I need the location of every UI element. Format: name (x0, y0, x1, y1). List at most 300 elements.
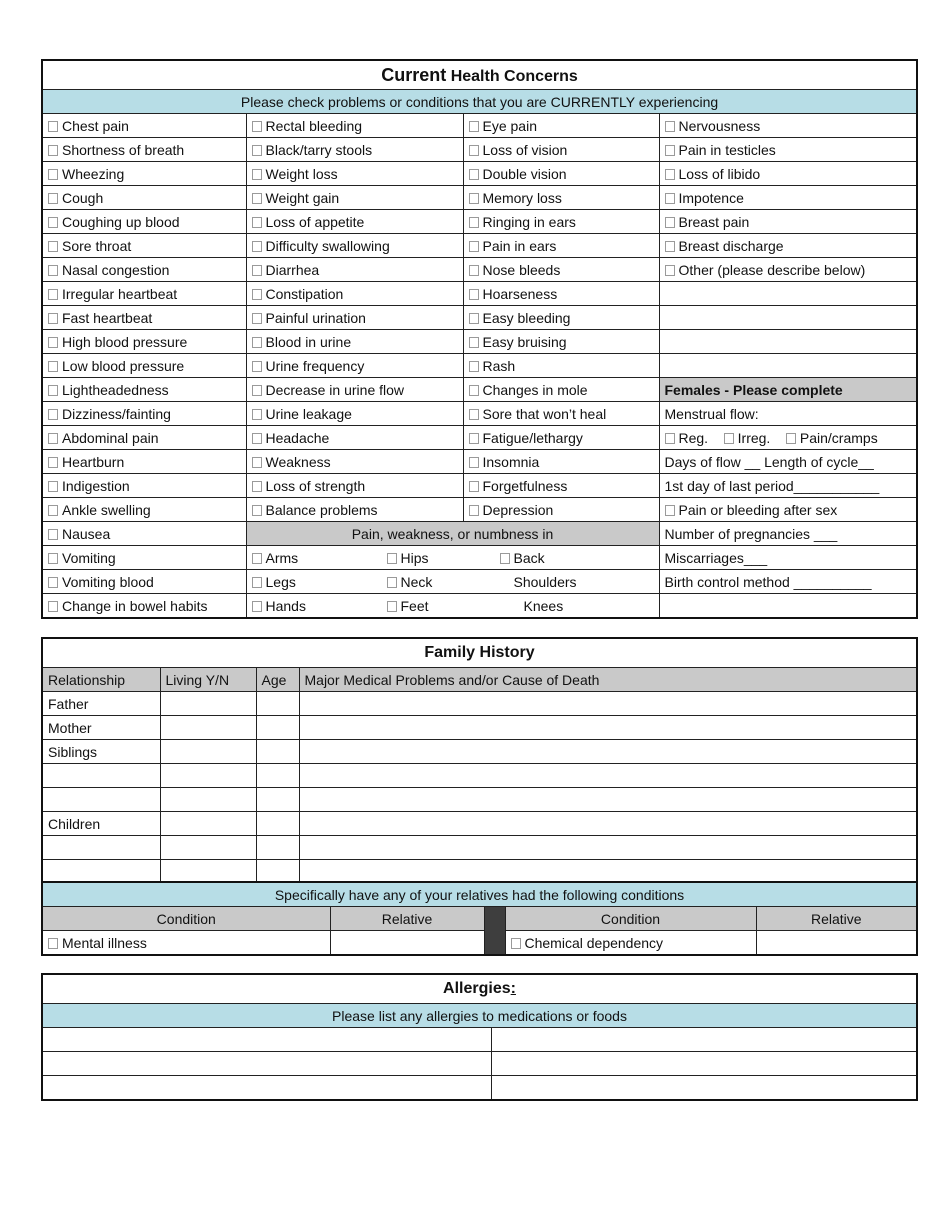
number-of-pregnancies[interactable]: Number of pregnancies ___ (659, 522, 917, 546)
symptom-item[interactable] (42, 354, 246, 378)
symptom-item[interactable] (246, 402, 463, 426)
checkbox-label: Changes in mole (482, 381, 588, 398)
symptom-item[interactable] (463, 306, 659, 330)
checkbox-icon[interactable] (665, 217, 675, 228)
family-header-age: Age (256, 668, 299, 692)
family-row (42, 716, 917, 740)
checkbox-label: Rash (482, 357, 516, 374)
family-problems-input[interactable] (299, 812, 917, 836)
days-of-flow[interactable]: Days of flow __ Length of cycle__ (659, 450, 917, 474)
checkbox-label: Fast heartbeat (62, 309, 153, 326)
symptom-item[interactable] (246, 378, 463, 402)
blank-cell[interactable] (659, 306, 917, 330)
checkbox-icon[interactable] (48, 553, 58, 564)
family-row (42, 740, 917, 764)
allergies-subtitle: Please list any allergies to medications or foods (42, 1004, 917, 1028)
symptom-item[interactable] (42, 186, 246, 210)
checkbox-label: Nasal congestion (62, 261, 170, 278)
checkbox-icon[interactable] (48, 193, 58, 204)
family-age-input[interactable] (256, 836, 299, 860)
symptom-item[interactable] (246, 450, 463, 474)
checkbox-icon[interactable] (786, 433, 796, 444)
symptom-row (42, 162, 917, 186)
checkbox-icon[interactable] (252, 361, 262, 372)
symptom-item[interactable] (246, 426, 463, 450)
symptom-item[interactable] (42, 450, 246, 474)
checkbox-label: Loss of appetite (265, 213, 365, 230)
checkbox-icon[interactable] (469, 433, 479, 444)
symptom-item[interactable] (42, 498, 246, 522)
family-problems-input[interactable] (299, 716, 917, 740)
allergy-entry[interactable] (42, 1052, 491, 1076)
pain-location-item[interactable]: Arms (252, 550, 387, 566)
checkbox-icon[interactable] (469, 145, 479, 156)
cond-chemical-dependency[interactable]: Chemical dependency (505, 931, 756, 956)
checkbox-icon[interactable] (252, 217, 262, 228)
symptom-row (42, 426, 917, 450)
symptom-row (42, 306, 917, 330)
checkbox-icon[interactable] (252, 601, 262, 612)
symptom-item[interactable] (246, 330, 463, 354)
symptom-row (42, 522, 917, 546)
checkbox-label: Vomiting (62, 549, 116, 566)
symptom-item[interactable] (246, 162, 463, 186)
checkbox-label: Indigestion (62, 477, 130, 494)
family-living-input[interactable] (160, 788, 256, 812)
first-day-last-period[interactable]: 1st day of last period___________ (659, 474, 917, 498)
menstrual-flow-label[interactable]: Menstrual flow: (659, 402, 917, 426)
family-problems-input[interactable] (299, 788, 917, 812)
checkbox-label: Nausea (62, 525, 111, 542)
family-age-input[interactable] (256, 740, 299, 764)
checkbox-label: Ringing in ears (482, 213, 576, 230)
checkbox-icon[interactable] (665, 505, 675, 516)
females-header: Females - Please complete (659, 378, 917, 402)
allergies-title: Allergies: (42, 974, 917, 1004)
symptom-item[interactable] (463, 426, 659, 450)
checkbox-label: Change in bowel habits (62, 597, 208, 614)
family-header-living: Living Y/N (160, 668, 256, 692)
blank-cell[interactable] (659, 282, 917, 306)
checkbox-icon[interactable] (48, 313, 58, 324)
checkbox-label: Memory loss (482, 189, 562, 206)
checkbox-icon[interactable] (469, 121, 479, 132)
checkbox-icon[interactable] (252, 289, 262, 300)
cond-mental-illness-relative[interactable] (330, 931, 484, 956)
checkbox-icon[interactable] (500, 553, 510, 564)
checkbox-label: Forgetfulness (482, 477, 568, 494)
symptom-item[interactable] (463, 282, 659, 306)
symptom-item[interactable] (246, 306, 463, 330)
checkbox-icon[interactable] (469, 337, 479, 348)
family-header-problems: Major Medical Problems and/or Cause of Death (299, 668, 917, 692)
family-age-input[interactable] (256, 788, 299, 812)
checkbox-label: Chest pain (62, 117, 129, 134)
family-living-input[interactable] (160, 812, 256, 836)
checkbox-icon[interactable] (48, 289, 58, 300)
symptom-row (42, 114, 917, 138)
checkbox-icon[interactable] (48, 241, 58, 252)
symptom-item[interactable] (42, 234, 246, 258)
checkbox-label: Double vision (482, 165, 567, 182)
family-living-input[interactable] (160, 716, 256, 740)
miscarriages[interactable]: Miscarriages___ (659, 546, 917, 570)
allergy-entry[interactable] (42, 1028, 491, 1052)
symptom-item[interactable] (463, 474, 659, 498)
symptom-item[interactable] (246, 210, 463, 234)
current-health-title: Current Health Concerns (42, 60, 917, 90)
checkbox-label: Vomiting blood (62, 573, 154, 590)
checkbox-icon[interactable] (48, 361, 58, 372)
checkbox-icon[interactable] (469, 313, 479, 324)
symptom-item[interactable] (42, 330, 246, 354)
symptom-item[interactable] (246, 258, 463, 282)
family-row (42, 788, 917, 812)
family-relationship (42, 788, 160, 812)
checkbox-label: Pain in testicles (678, 141, 776, 158)
checkbox-label: Blood in urine (265, 333, 352, 350)
cond-header-condition-right: Condition (505, 907, 756, 931)
family-problems-input[interactable] (299, 836, 917, 860)
symptom-item[interactable] (246, 498, 463, 522)
checkbox-icon[interactable] (252, 145, 262, 156)
checkbox-icon[interactable] (724, 433, 734, 444)
pain-location-row (246, 546, 659, 570)
checkbox-icon[interactable] (48, 217, 58, 228)
checkbox-icon[interactable] (469, 361, 479, 372)
checkbox-label: Pain in ears (482, 237, 557, 254)
pain-location-item[interactable]: Feet (387, 598, 500, 614)
pain-location-item[interactable]: Neck (387, 574, 500, 590)
checkbox-label: Shortness of breath (62, 141, 185, 158)
allergy-entry[interactable] (491, 1028, 917, 1052)
family-age-input[interactable] (256, 716, 299, 740)
female-blank[interactable] (659, 594, 917, 619)
checkbox-icon[interactable] (48, 601, 58, 612)
checkbox-icon[interactable] (252, 433, 262, 444)
checkbox-icon[interactable] (665, 433, 675, 444)
checkbox-icon[interactable] (252, 553, 262, 564)
checkbox-icon[interactable] (48, 265, 58, 276)
family-row (42, 764, 917, 788)
checkbox-icon[interactable] (665, 145, 675, 156)
symptom-row (42, 234, 917, 258)
checkbox-icon[interactable] (48, 337, 58, 348)
family-relationship (42, 836, 160, 860)
symptom-item[interactable] (659, 138, 917, 162)
symptom-row (42, 378, 917, 402)
current-health-table (41, 59, 918, 619)
checkbox-icon[interactable] (48, 409, 58, 420)
checkbox-icon[interactable] (48, 505, 58, 516)
cond-header-condition-left: Condition (42, 907, 330, 931)
symptom-item[interactable] (42, 138, 246, 162)
checkbox-label: Urine frequency (265, 357, 365, 374)
conditions-divider (484, 907, 505, 956)
symptom-item[interactable] (659, 162, 917, 186)
symptom-item[interactable] (42, 114, 246, 138)
allergy-entry[interactable] (491, 1076, 917, 1101)
checkbox-label: Difficulty swallowing (265, 237, 390, 254)
checkbox-icon[interactable] (469, 505, 479, 516)
checkbox-label: Nose bleeds (482, 261, 561, 278)
checkbox-label: Low blood pressure (62, 357, 185, 374)
family-age-input[interactable] (256, 812, 299, 836)
family-history-title: Family History (42, 638, 917, 668)
cond-header-relative-left: Relative (330, 907, 484, 931)
blank-cell[interactable] (659, 354, 917, 378)
pain-location-item[interactable]: Knees (523, 597, 564, 614)
symptom-item[interactable] (42, 426, 246, 450)
pain-location-item[interactable]: Back (500, 550, 620, 566)
checkbox-icon[interactable] (252, 457, 262, 468)
symptom-item[interactable] (42, 522, 246, 546)
checkbox-icon[interactable] (665, 169, 675, 180)
checkbox-label: Decrease in urine flow (265, 381, 405, 398)
checkbox-label: Easy bleeding (482, 309, 571, 326)
checkbox-icon[interactable] (48, 481, 58, 492)
symptom-row (42, 594, 917, 619)
conditions-banner: Specifically have any of your relatives had the following conditions (42, 882, 917, 907)
checkbox-label: Diarrhea (265, 261, 320, 278)
checkbox-label: Depression (482, 501, 554, 518)
checkbox-label: Urine leakage (265, 405, 352, 422)
family-problems-input[interactable] (299, 740, 917, 764)
family-header-relationship: Relationship (42, 668, 160, 692)
checkbox-label: Nervousness (678, 117, 761, 134)
checkbox-icon[interactable] (469, 169, 479, 180)
symptom-item[interactable] (42, 402, 246, 426)
symptom-item[interactable] (463, 450, 659, 474)
checkbox-icon[interactable] (252, 505, 262, 516)
symptom-item[interactable] (463, 498, 659, 522)
checkbox-label: Coughing up blood (62, 213, 180, 230)
symptom-item[interactable] (42, 258, 246, 282)
checkbox-icon[interactable] (469, 409, 479, 420)
family-living-input[interactable] (160, 764, 256, 788)
checkbox-label: Heartburn (62, 453, 125, 470)
family-problems-input[interactable] (299, 692, 917, 716)
symptom-item[interactable] (246, 114, 463, 138)
checkbox-icon[interactable] (48, 169, 58, 180)
symptom-item[interactable] (659, 186, 917, 210)
checkbox-icon[interactable] (252, 313, 262, 324)
checkbox-label: Loss of libido (678, 165, 761, 182)
checkbox-label: Sore that won’t heal (482, 405, 607, 422)
checkbox-icon[interactable] (252, 169, 262, 180)
checkbox-icon[interactable] (252, 385, 262, 396)
symptom-item[interactable] (42, 306, 246, 330)
female-question[interactable]: Pain or bleeding after sex (659, 498, 917, 522)
family-relationship: Father (42, 692, 160, 716)
family-problems-input[interactable] (299, 764, 917, 788)
checkbox-label: Impotence (678, 189, 744, 206)
symptom-row (42, 450, 917, 474)
family-relationship: Mother (42, 716, 160, 740)
checkbox-icon[interactable] (469, 265, 479, 276)
checkbox-icon[interactable] (252, 241, 262, 252)
checkbox-icon[interactable] (48, 577, 58, 588)
checkbox-icon[interactable] (469, 385, 479, 396)
checkbox-label: Easy bruising (482, 333, 567, 350)
allergy-entry[interactable] (491, 1052, 917, 1076)
symptom-item[interactable] (42, 282, 246, 306)
checkbox-label: Painful urination (265, 309, 366, 326)
checkbox-icon[interactable] (665, 241, 675, 252)
current-health-subtitle: Please check problems or conditions that you are CURRENTLY experiencing (42, 90, 917, 114)
checkbox-icon[interactable] (469, 481, 479, 492)
symptom-item[interactable] (42, 378, 246, 402)
checkbox-icon[interactable] (48, 145, 58, 156)
symptom-row (42, 330, 917, 354)
birth-control-method[interactable]: Birth control method __________ (659, 570, 917, 594)
checkbox-icon[interactable] (252, 121, 262, 132)
blank-cell[interactable] (659, 330, 917, 354)
symptom-item[interactable] (246, 474, 463, 498)
symptom-row (42, 546, 917, 570)
family-row (42, 836, 917, 860)
symptom-item[interactable] (463, 258, 659, 282)
pain-location-item[interactable]: Legs (252, 574, 387, 590)
symptom-item[interactable] (659, 114, 917, 138)
symptom-row (42, 498, 917, 522)
symptom-item[interactable] (246, 354, 463, 378)
checkbox-icon[interactable] (469, 457, 479, 468)
checkbox-icon[interactable] (665, 193, 675, 204)
checkbox-icon[interactable] (252, 265, 262, 276)
symptom-item[interactable] (463, 234, 659, 258)
checkbox-icon[interactable] (48, 433, 58, 444)
family-living-input[interactable] (160, 740, 256, 764)
cond-chemical-dependency-relative[interactable] (756, 931, 917, 956)
symptom-item[interactable] (463, 330, 659, 354)
pain-location-item[interactable]: Shoulders (513, 573, 577, 590)
checkbox-icon[interactable] (252, 193, 262, 204)
symptom-item[interactable] (463, 378, 659, 402)
checkbox-icon[interactable] (511, 938, 521, 949)
checkbox-icon[interactable] (469, 289, 479, 300)
symptom-item[interactable] (246, 186, 463, 210)
checkbox-icon[interactable] (387, 577, 397, 588)
checkbox-icon[interactable] (665, 265, 675, 276)
checkbox-label: Ankle swelling (62, 501, 151, 518)
symptom-row (42, 354, 917, 378)
family-age-input[interactable] (256, 692, 299, 716)
checkbox-label: Breast discharge (678, 237, 784, 254)
checkbox-icon[interactable] (48, 457, 58, 468)
checkbox-label: Sore throat (62, 237, 132, 254)
symptom-item[interactable] (659, 210, 917, 234)
symptom-item[interactable] (42, 210, 246, 234)
checkbox-label: Wheezing (62, 165, 125, 182)
checkbox-icon[interactable] (48, 938, 58, 949)
checkbox-label: Breast pain (678, 213, 750, 230)
checkbox-label: Abdominal pain (62, 429, 159, 446)
checkbox-label: Insomnia (482, 453, 540, 470)
symptom-item[interactable] (246, 138, 463, 162)
checkbox-label: Weight loss (265, 165, 338, 182)
checkbox-label: Balance problems (265, 501, 378, 518)
checkbox-icon[interactable] (252, 481, 262, 492)
checkbox-label: Fatigue/lethargy (482, 429, 583, 446)
checkbox-icon[interactable] (48, 121, 58, 132)
symptom-item[interactable] (463, 162, 659, 186)
family-age-input[interactable] (256, 764, 299, 788)
checkbox-label: Hoarseness (482, 285, 558, 302)
symptom-row (42, 210, 917, 234)
family-conditions-table (41, 881, 918, 956)
checkbox-icon[interactable] (387, 553, 397, 564)
symptom-item[interactable] (42, 162, 246, 186)
pain-location-row (246, 594, 659, 619)
checkbox-icon[interactable] (469, 217, 479, 228)
female-question[interactable]: Reg. Irreg. Pain/cramps (659, 426, 917, 450)
symptom-item[interactable] (463, 210, 659, 234)
cond-header-relative-right: Relative (756, 907, 917, 931)
cond-mental-illness[interactable]: Mental illness (42, 931, 330, 956)
checkbox-label: Headache (265, 429, 330, 446)
checkbox-icon[interactable] (469, 193, 479, 204)
checkbox-label: Rectal bleeding (265, 117, 363, 134)
symptom-row (42, 474, 917, 498)
family-row (42, 692, 917, 716)
checkbox-icon[interactable] (252, 409, 262, 420)
checkbox-icon[interactable] (665, 121, 675, 132)
allergy-entry[interactable] (42, 1076, 491, 1101)
family-relationship: Children (42, 812, 160, 836)
symptom-item[interactable] (659, 258, 917, 282)
symptom-item[interactable] (246, 234, 463, 258)
symptom-item[interactable] (463, 138, 659, 162)
allergies-table (41, 973, 918, 1101)
symptom-item[interactable] (463, 402, 659, 426)
symptom-item[interactable] (246, 282, 463, 306)
family-living-input[interactable] (160, 692, 256, 716)
checkbox-icon[interactable] (252, 337, 262, 348)
checkbox-label: Loss of vision (482, 141, 568, 158)
symptom-item[interactable] (42, 594, 246, 619)
checkbox-label: Weight gain (265, 189, 340, 206)
checkbox-icon[interactable] (48, 529, 58, 540)
checkbox-label: Eye pain (482, 117, 537, 134)
family-living-input[interactable] (160, 836, 256, 860)
checkbox-label: Irregular heartbeat (62, 285, 178, 302)
checkbox-icon[interactable] (387, 601, 397, 612)
symptom-item[interactable] (42, 570, 246, 594)
checkbox-label: Lightheadedness (62, 381, 169, 398)
symptom-row (42, 570, 917, 594)
family-relationship (42, 764, 160, 788)
family-relationship: Siblings (42, 740, 160, 764)
checkbox-icon[interactable] (252, 577, 262, 588)
family-row (42, 812, 917, 836)
symptom-item[interactable] (463, 354, 659, 378)
pain-location-item[interactable]: Hands (252, 598, 387, 614)
pain-location-row (246, 570, 659, 594)
symptom-row (42, 258, 917, 282)
pain-location-item[interactable]: Hips (387, 550, 500, 566)
symptom-item[interactable] (42, 546, 246, 570)
checkbox-icon[interactable] (48, 385, 58, 396)
symptom-item[interactable] (463, 186, 659, 210)
checkbox-label: Other (please describe below) (678, 261, 866, 278)
symptom-item[interactable] (463, 114, 659, 138)
symptom-item[interactable] (42, 474, 246, 498)
checkbox-icon[interactable] (469, 241, 479, 252)
symptom-row (42, 186, 917, 210)
checkbox-label: Loss of strength (265, 477, 366, 494)
symptom-item[interactable] (659, 234, 917, 258)
